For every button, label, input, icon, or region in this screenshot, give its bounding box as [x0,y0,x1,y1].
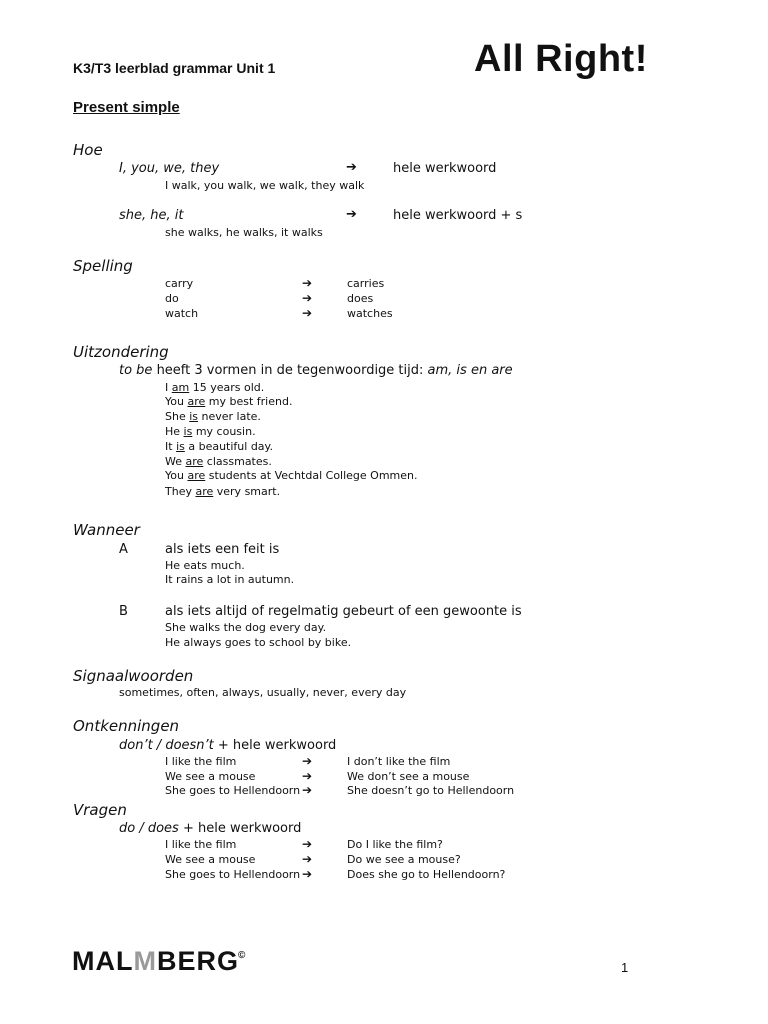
intro-text: heeft 3 vormen in de tegenwoordige tijd: [152,363,428,378]
example-subject: You [165,469,188,482]
malmberg-logo [72,946,239,977]
example-subject: It [165,440,177,453]
label-b: B [119,604,128,619]
to-be-verb: is [189,410,199,423]
to-be-example [165,440,273,453]
example-rest: never late. [198,410,261,423]
to-be-example [165,381,264,394]
section-heading-signaalwoorden: Signaalwoorden [73,667,194,685]
rule-text: hele werkwoord + s [393,208,523,223]
wanneer-a-text: als iets een feit is [165,542,280,557]
example-rest: very smart. [213,485,281,498]
section-heading-spelling: Spelling [73,257,133,275]
to-be-verb: are [187,469,206,482]
example-subject: You [165,395,188,408]
vraag-from: We see a mouse [165,853,256,866]
example-text: It rains a lot in autumn. [165,573,295,586]
vraag-to: Do we see a mouse? [347,853,461,866]
logo-m-mark: M [133,946,157,976]
vraag-to: Does she go to Hellendoorn? [347,868,506,881]
rule-italic: do / does [119,821,179,836]
right-arrow-icon: ➔ [302,837,313,851]
to-be-example [165,410,261,423]
brand-logo-all-right: All Right! [474,38,648,80]
section-heading-uitzondering: Uitzondering [73,343,169,361]
example-text: He always goes to school by bike. [165,636,352,649]
document-header: K3/T3 leerblad grammar Unit 1 [73,60,276,76]
right-arrow-icon: ➔ [302,754,313,768]
ontkenning-from: She goes to Hellendoorn [165,784,301,797]
vraag-from: I like the film [165,838,237,851]
example-subject: They [165,485,196,498]
section-heading-wanneer: Wanneer [73,521,140,539]
example-subject: He [165,425,184,438]
to-be-verb: is [183,425,193,438]
rule-text: + hele werkwoord [213,738,337,753]
right-arrow-icon: ➔ [346,207,357,222]
example-subject: She [165,410,190,423]
pronouns-singular: she, he, it [119,208,184,223]
section-heading-ontkenningen: Ontkenningen [73,717,180,735]
uitzondering-intro [119,363,513,378]
pronouns-plural: I, you, we, they [119,161,220,176]
example-rest: my best friend. [205,395,293,408]
right-arrow-icon: ➔ [302,783,313,797]
right-arrow-icon: ➔ [302,852,313,866]
section-heading-vragen: Vragen [73,801,127,819]
to-be-example [165,395,292,408]
intro-forms: am, is en are [427,363,513,378]
example-text: He eats much. [165,559,245,572]
ontkenning-from: We see a mouse [165,770,256,783]
wanneer-b-text: als iets altijd of regelmatig gebeurt of een gewoonte is [165,604,522,619]
to-be-verb: are [185,455,204,468]
to-be-example [165,425,256,438]
to-be-verb: are [187,395,206,408]
rule-italic: don’t / doesn’t [119,738,214,753]
right-arrow-icon: ➔ [346,160,357,175]
spelling-from: do [165,292,179,305]
example-rest: students at Vechtdal College Ommen. [205,469,418,482]
section-heading-hoe: Hoe [73,141,103,159]
vraag-from: She goes to Hellendoorn [165,868,301,881]
example-text: She walks the dog every day. [165,621,327,634]
signaalwoorden-list: sometimes, often, always, usually, never, every day [119,686,407,699]
spelling-to: does [347,292,374,305]
example-text: I walk, you walk, we walk, they walk [165,179,365,192]
right-arrow-icon: ➔ [302,291,313,305]
ontkenningen-rule [119,738,336,753]
example-rest: a beautiful day. [184,440,273,453]
example-rest: 15 years old. [189,381,265,394]
to-be-example [165,455,272,468]
spelling-from: carry [165,277,194,290]
example-rest: my cousin. [192,425,256,438]
ontkenning-from: I like the film [165,755,237,768]
ontkenning-to: We don’t see a mouse [347,770,470,783]
example-subject: We [165,455,186,468]
right-arrow-icon: ➔ [302,276,313,290]
page-number: 1 [621,960,629,975]
to-be-verb: am [171,381,190,394]
label-a: A [119,542,128,557]
ontkenning-to: She doesn’t go to Hellendoorn [347,784,515,797]
logo-text-a: MAL [72,946,134,976]
page-title: Present simple [73,99,180,116]
to-be-example [165,485,280,498]
right-arrow-icon: ➔ [302,769,313,783]
spelling-to: carries [347,277,385,290]
copyright-symbol: © [238,950,246,961]
vragen-rule [119,821,301,836]
right-arrow-icon: ➔ [302,867,313,881]
intro-italic: to be [119,363,153,378]
to-be-verb: is [176,440,185,453]
ontkenning-to: I don’t like the film [347,755,451,768]
to-be-example [165,469,418,482]
example-rest: classmates. [203,455,272,468]
to-be-verb: are [195,485,214,498]
example-subject: I [165,381,172,394]
spelling-from: watch [165,307,199,320]
spelling-to: watches [347,307,393,320]
example-text: she walks, he walks, it walks [165,226,323,239]
logo-text-b: BERG [156,946,239,976]
right-arrow-icon: ➔ [302,306,313,320]
rule-text: hele werkwoord [393,161,497,176]
rule-text: + hele werkwoord [178,821,302,836]
vraag-to: Do I like the film? [347,838,443,851]
